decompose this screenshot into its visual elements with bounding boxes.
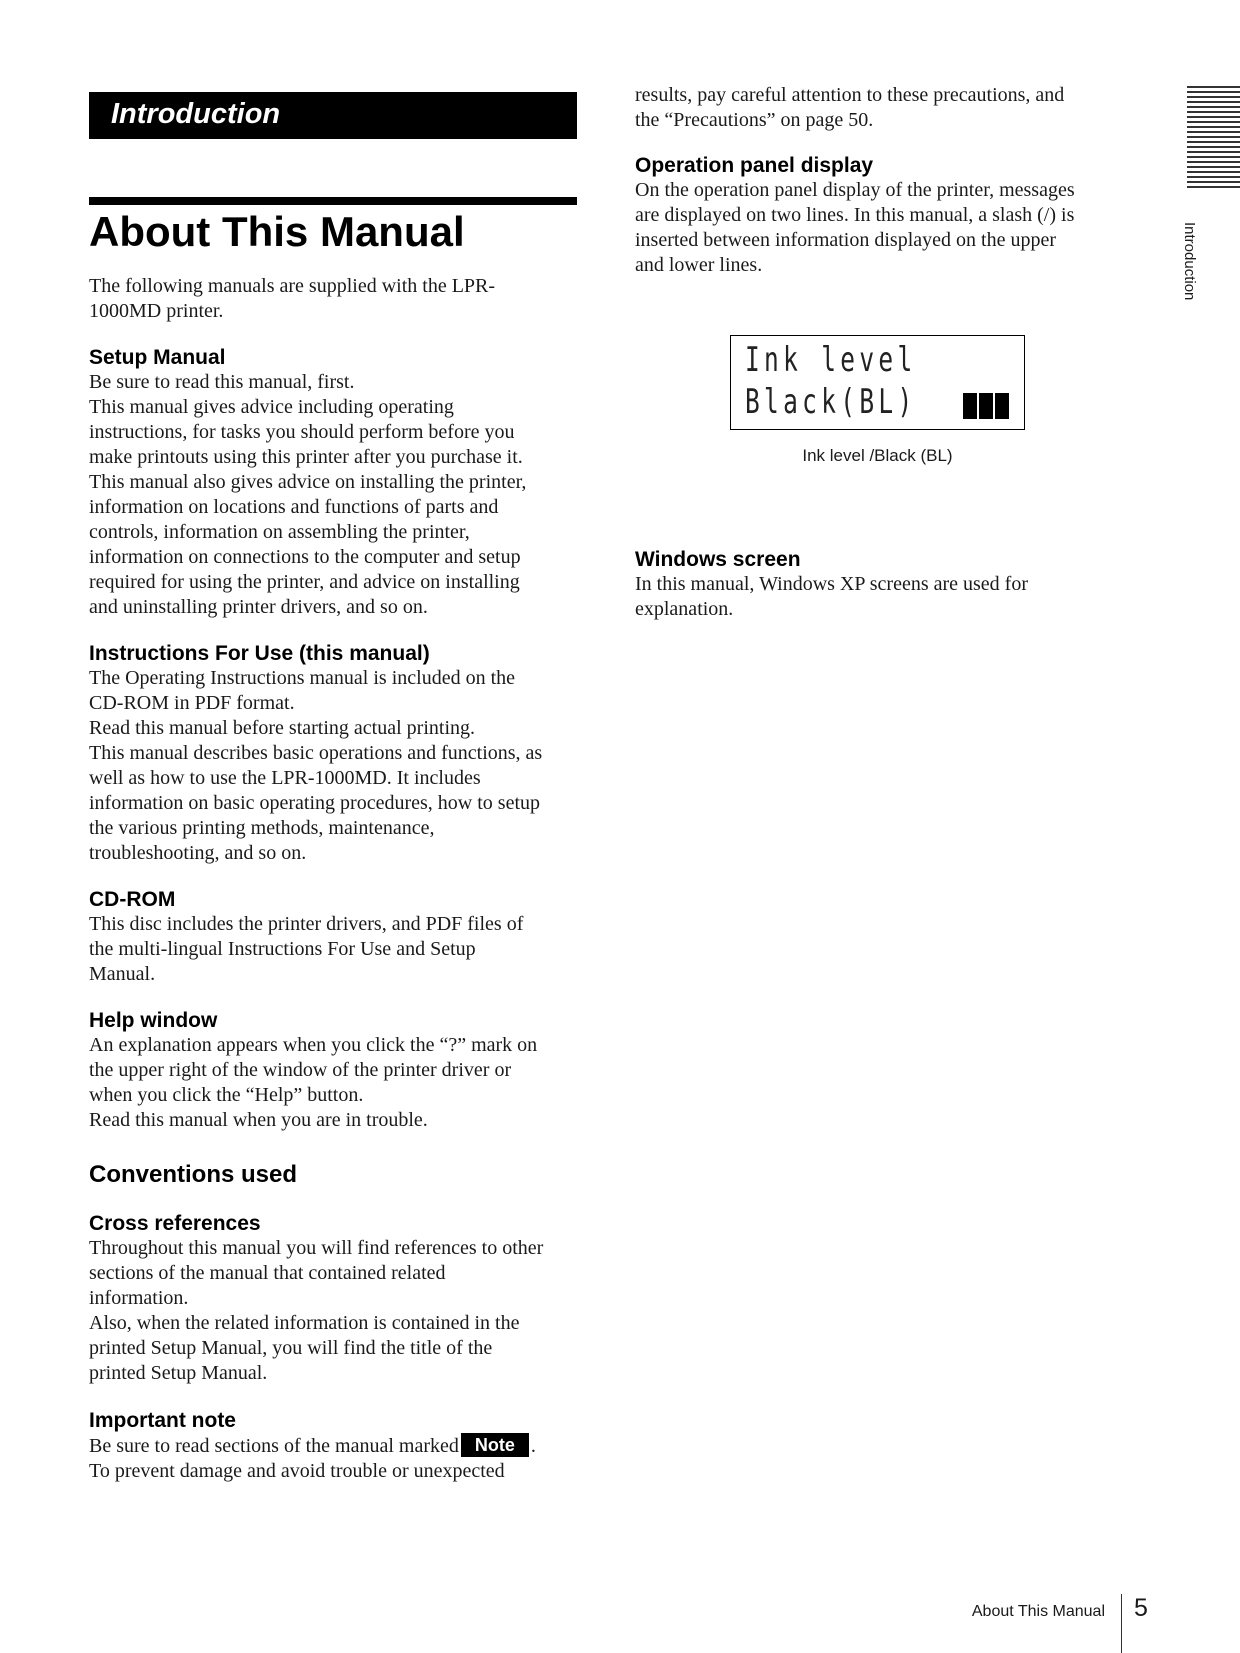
body-line: the upper right of the window of the printer driver or [89, 1059, 512, 1081]
conventions-section [89, 1160, 577, 1190]
body-line: sections of the manual that contained related [89, 1262, 446, 1284]
body-line: and lower lines. [635, 254, 763, 276]
note-badge: Note [461, 1433, 529, 1457]
page-number: 5 [1134, 1594, 1148, 1622]
setup-manual-section [89, 345, 577, 620]
intro-paragraph [89, 274, 577, 324]
body-line: controls, information on assembling the printer, [89, 521, 470, 543]
important-note-line [89, 1433, 577, 1459]
body-line: printed Setup Manual, you will find the title of the [89, 1337, 493, 1359]
operation-panel-section [635, 153, 1125, 278]
body-line: the multi-lingual Instructions For Use and Setup [89, 938, 476, 960]
body-line: To prevent damage and avoid trouble or unexpected [89, 1460, 505, 1482]
body-line: Manual. [89, 963, 156, 985]
body-line: troubleshooting, and so on. [89, 842, 307, 864]
cd-rom-section [89, 887, 577, 987]
body-line: inserted between information displayed on the upper [635, 229, 1056, 251]
important-note-section [89, 1408, 577, 1484]
body-line: Read this manual when you are in trouble. [89, 1109, 428, 1131]
instructions-for-use-heading: Instructions For Use (this manual) [89, 642, 430, 665]
lcd-line-2: Black(BL) [745, 382, 917, 422]
body-line: Be sure to read this manual, first. [89, 371, 355, 393]
body-line: the various printing methods, maintenance, [89, 817, 435, 839]
footer-divider [1121, 1594, 1122, 1653]
ink-bar [979, 393, 993, 419]
lcd-line-1: Ink level [745, 340, 917, 380]
body-line: Throughout this manual you will find references to other [89, 1237, 544, 1259]
body-line: The Operating Instructions manual is included on the [89, 667, 516, 689]
conventions-heading: Conventions used [89, 1161, 298, 1188]
lcd-caption: Ink level /Black (BL) [802, 446, 953, 465]
intro-line: The following manuals are supplied with the LPR- 1000MD printer. [89, 275, 496, 322]
body-line: information on basic operating procedures, how to setup [89, 792, 540, 814]
body-line: Read this manual before starting actual printing. [89, 717, 475, 739]
body-line: information on locations and functions of parts and [89, 496, 499, 518]
footer-title: About This Manual [971, 1603, 1105, 1620]
ink-level-bars [963, 393, 1011, 424]
body-line: This manual gives advice including operating [89, 396, 454, 418]
body-text: . [530, 1435, 536, 1457]
page-title: About This Manual [89, 208, 465, 255]
ink-bar [963, 393, 977, 419]
body-text: Be sure to read sections of the manual marked [89, 1435, 459, 1457]
body-line: CD-ROM in PDF format. [89, 692, 295, 714]
body-line: information on connections to the computer and setup [89, 546, 521, 568]
operation-panel-heading: Operation panel display [635, 154, 874, 177]
windows-screen-section [635, 547, 1125, 622]
body-line: This manual describes basic operations and functions, as [89, 742, 543, 764]
body-line: information. [89, 1287, 189, 1309]
body-line: On the operation panel display of the printer, messages [635, 179, 1075, 201]
body-line: An explanation appears when you click the “?” mark on [89, 1034, 538, 1056]
instructions-for-use-section [89, 641, 577, 866]
cross-references-section [89, 1211, 577, 1386]
body-line: when you click the “Help” button. [89, 1084, 364, 1106]
important-note-heading: Important note [89, 1409, 236, 1432]
section-bar-label: Introduction [111, 98, 281, 130]
body-line: Also, when the related information is contained in the [89, 1312, 520, 1334]
body-line: This disc includes the printer drivers, and PDF files of [89, 913, 524, 935]
body-line: required for using the printer, and advice on installing [89, 571, 520, 593]
body-line: results, pay careful attention to these precautions, and [635, 84, 1065, 106]
side-tab-label: Introduction [1181, 222, 1198, 301]
body-line: printed Setup Manual. [89, 1362, 268, 1384]
body-line: This manual also gives advice on installing the printer, [89, 471, 527, 493]
body-line: and uninstalling printer drivers, and so on. [89, 596, 428, 618]
ink-bar [995, 393, 1009, 419]
body-line: the “Precautions” on page 50. [635, 109, 874, 131]
side-tab-stripes [1187, 86, 1240, 191]
lcd-display-illustration [730, 335, 1025, 430]
help-window-heading: Help window [89, 1009, 218, 1032]
cross-references-heading: Cross references [89, 1212, 261, 1235]
continuation-paragraph [635, 83, 1125, 133]
title-rule [89, 197, 577, 205]
body-line: In this manual, Windows XP screens are used for [635, 573, 1028, 595]
body-line: instructions, for tasks you should perform before you [89, 421, 515, 443]
setup-manual-heading: Setup Manual [89, 346, 226, 369]
body-line: make printouts using this printer after you purchase it. [89, 446, 523, 468]
body-line: are displayed on two lines. In this manual, a slash (/) is [635, 204, 1075, 226]
section-bar [89, 92, 577, 139]
body-line: explanation. [635, 598, 734, 620]
windows-screen-heading: Windows screen [635, 548, 801, 571]
help-window-section [89, 1008, 577, 1133]
cd-rom-heading: CD-ROM [89, 888, 176, 911]
body-line: well as how to use the LPR-1000MD. It includes [89, 767, 481, 789]
